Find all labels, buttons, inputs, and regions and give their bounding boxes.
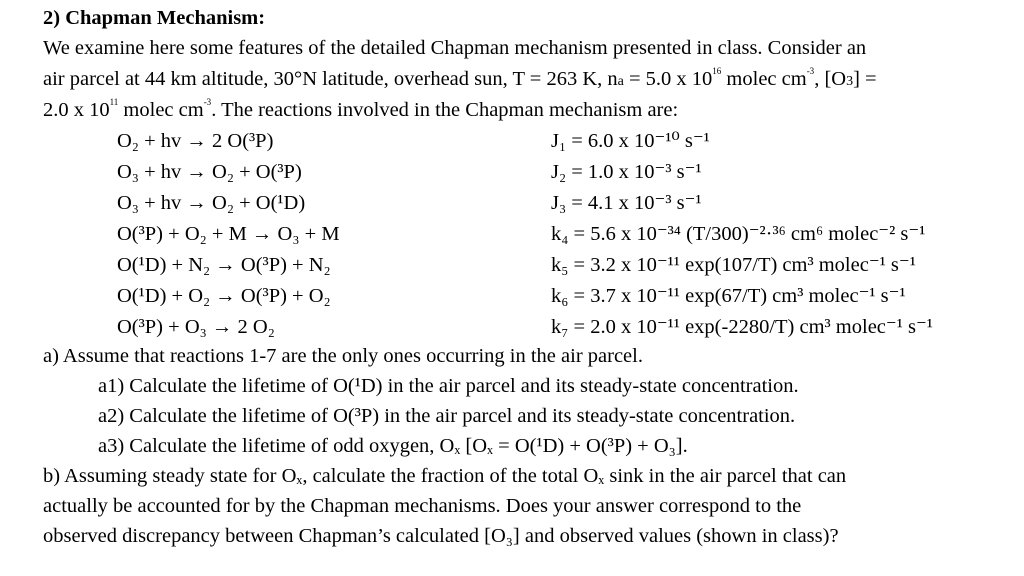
intro-line-1: We examine here some features of the detailed Chapman mechanism presented in class. Consider an [43,37,867,59]
intro-text: ] = [853,68,877,90]
rate-1: J₁ = 6.0 x 10⁻¹⁰ s⁻¹ [551,130,710,152]
superscript: 16 [712,66,722,76]
intro-text: molec cm [721,68,807,90]
question-b-line-3: observed discrepancy between Chapman’s calculated [O₃] and observed values (shown in class)? [43,525,839,547]
question-a1: a1) Calculate the lifetime of O(¹D) in the air parcel and its steady-state concentration. [98,375,799,397]
rate-2: J₂ = 1.0 x 10⁻³ s⁻¹ [551,161,702,183]
reaction-2: O₃ + hv → O₂ + O(³P) [117,161,302,183]
reaction-3: O₃ + hv → O₂ + O(¹D) [117,192,306,214]
intro-text: . The reactions involved in the Chapman mechanism are: [211,99,679,121]
question-b-line-2: actually be accounted for by the Chapman mechanisms. Does your answer correspond to the [43,495,802,517]
intro-text: air parcel at 44 km altitude, 30°N latitude, overhead sun, T = 263 K, n [43,68,618,90]
rate-6: k₆ = 3.7 x 10⁻¹¹ exp(67/T) cm³ molec⁻¹ s⁻¹ [551,285,906,307]
intro-text: molec cm [118,99,204,121]
rate-3: J₃ = 4.1 x 10⁻³ s⁻¹ [551,192,702,214]
superscript: 11 [109,97,119,107]
rate-5: k₅ = 3.2 x 10⁻¹¹ exp(107/T) cm³ molec⁻¹ s⁻¹ [551,254,916,276]
subscript: 3 [846,74,854,89]
rate-4: k₄ = 5.6 x 10⁻³⁴ (T/300)⁻²·³⁶ cm⁶ molec⁻² s⁻¹ [551,223,926,245]
intro-text: = 5.0 x 10 [623,68,713,90]
subscript: a [617,74,624,89]
intro-text: , [O [814,68,847,90]
problem-title: 2) Chapman Mechanism: [43,7,266,29]
intro-line-3 [43,98,678,122]
question-a: a) Assume that reactions 1-7 are the only ones occurring in the air parcel. [43,345,643,367]
reaction-5: O(¹D) + N₂ → O(³P) + N₂ [117,254,331,276]
reaction-6: O(¹D) + O₂ → O(³P) + O₂ [117,285,331,307]
question-a2: a2) Calculate the lifetime of O(³P) in the air parcel and its steady-state concentration. [98,405,796,427]
question-b-line-1: b) Assuming steady state for Oₓ, calculate the fraction of the total Oₓ sink in the air parcel that can [43,465,847,487]
intro-text: 2.0 x 10 [43,99,110,121]
superscript: -3 [806,66,815,76]
rate-7: k₇ = 2.0 x 10⁻¹¹ exp(-2280/T) cm³ molec⁻¹ s⁻¹ [551,316,933,338]
reaction-1: O₂ + hv → 2 O(³P) [117,130,274,152]
question-a3: a3) Calculate the lifetime of odd oxygen, Oₓ [Oₓ = O(¹D) + O(³P) + O₃]. [98,435,688,457]
reaction-7: O(³P) + O₃ → 2 O₂ [117,316,275,338]
intro-line-2 [43,67,877,94]
superscript: -3 [203,97,212,107]
reaction-4: O(³P) + O₂ + M → O₃ + M [117,223,340,245]
